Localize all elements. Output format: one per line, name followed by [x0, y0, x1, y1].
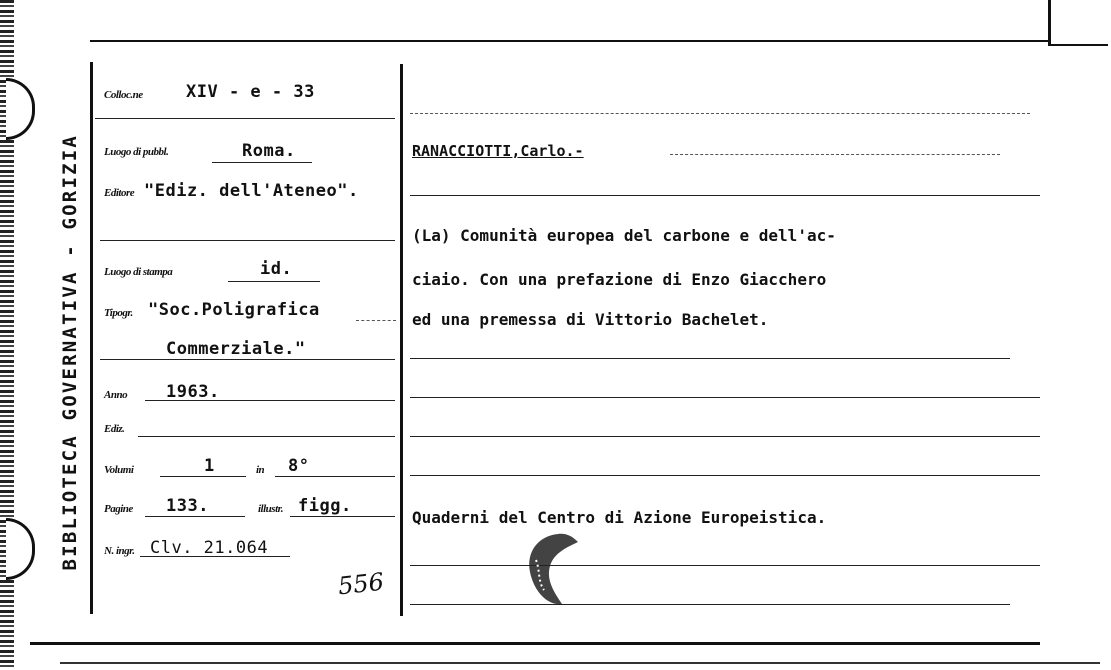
tipografia-value-1: "Soc.Poligrafica — [148, 300, 320, 320]
row-rule — [138, 436, 395, 437]
entry-title-line-1: (La) Comunità europea del carbone e dell'ac- — [412, 226, 836, 245]
formato-label: in — [256, 464, 265, 476]
luogo-stampa-label: Luogo di stampa — [104, 266, 173, 278]
handwritten-number: 556 — [336, 567, 386, 601]
ingresso-label: N. ingr. — [104, 545, 135, 557]
entry-title-line-3: ed una premessa di Vittorio Bachelet. — [412, 310, 769, 329]
left-column-rule — [90, 62, 93, 614]
illustr-label: illustr. — [258, 503, 284, 515]
collocazione-label: Colloc.ne — [104, 89, 143, 101]
entry-rule — [410, 436, 1040, 437]
anno-value: 1963. — [166, 382, 220, 402]
luogo-pubbl-value: Roma. — [242, 141, 296, 161]
top-rule — [90, 40, 1050, 42]
entry-author: RANACCIOTTI,Carlo.- — [412, 142, 584, 160]
row-rule — [95, 118, 395, 119]
ingresso-value: Clv. 21.064 — [150, 538, 269, 558]
entry-rule — [410, 358, 1010, 359]
binder-hole-bottom — [6, 518, 35, 580]
collocazione-value: XIV - e - 33 — [186, 82, 315, 102]
pagine-value: 133. — [166, 496, 209, 516]
library-stamp — [52, 86, 88, 618]
editore-label: Editore — [104, 187, 135, 199]
editore-value: "Ediz. dell'Ateneo". — [144, 181, 359, 201]
bottom-rule — [30, 642, 1040, 645]
corner-rule-h — [1048, 44, 1108, 46]
entry-rule — [410, 604, 1010, 605]
bottom-rule-2 — [60, 662, 1100, 664]
illustr-value: figg. — [298, 496, 352, 516]
luogo-pubbl-label: Luogo di pubbl. — [104, 146, 169, 158]
row-rule — [100, 359, 395, 360]
tipografia-value-2: Commerziale." — [166, 339, 306, 359]
pagine-label: Pagine — [104, 503, 133, 515]
anno-label: Anno — [104, 389, 128, 401]
divider-rule — [400, 64, 403, 616]
entry-rule — [410, 397, 1040, 398]
row-rule — [100, 240, 395, 241]
volumi-label: Volumi — [104, 464, 134, 476]
entry-rule — [410, 113, 1030, 114]
entry-rule — [410, 195, 1040, 196]
binder-hole-top — [6, 78, 35, 140]
ediz-label: Ediz. — [104, 423, 125, 435]
library-stamp-text: BIBLIOTECA GOVERNATIVA - GORIZIA — [59, 133, 81, 571]
entry-rule — [410, 565, 1040, 566]
ink-blot-stamp — [518, 530, 588, 610]
row-rule — [145, 400, 395, 401]
entry-series: Quaderni del Centro di Azione Europeistica. — [412, 508, 827, 527]
volumi-value: 1 — [204, 456, 215, 476]
row-rule — [228, 281, 320, 282]
luogo-stampa-value: id. — [260, 259, 293, 279]
row-dash — [356, 320, 396, 321]
row-rule — [275, 476, 395, 477]
row-rule — [212, 162, 312, 163]
corner-rule — [1048, 0, 1051, 44]
row-rule — [140, 556, 290, 557]
entry-title-line-2: ciaio. Con una prefazione di Enzo Giacchero — [412, 270, 827, 289]
entry-rule — [410, 475, 1040, 476]
row-rule — [145, 516, 245, 517]
row-rule — [160, 476, 246, 477]
row-rule — [290, 516, 395, 517]
entry-rule — [670, 154, 1000, 155]
tipografia-label: Tipogr. — [104, 307, 133, 319]
formato-value: 8° — [288, 456, 310, 476]
